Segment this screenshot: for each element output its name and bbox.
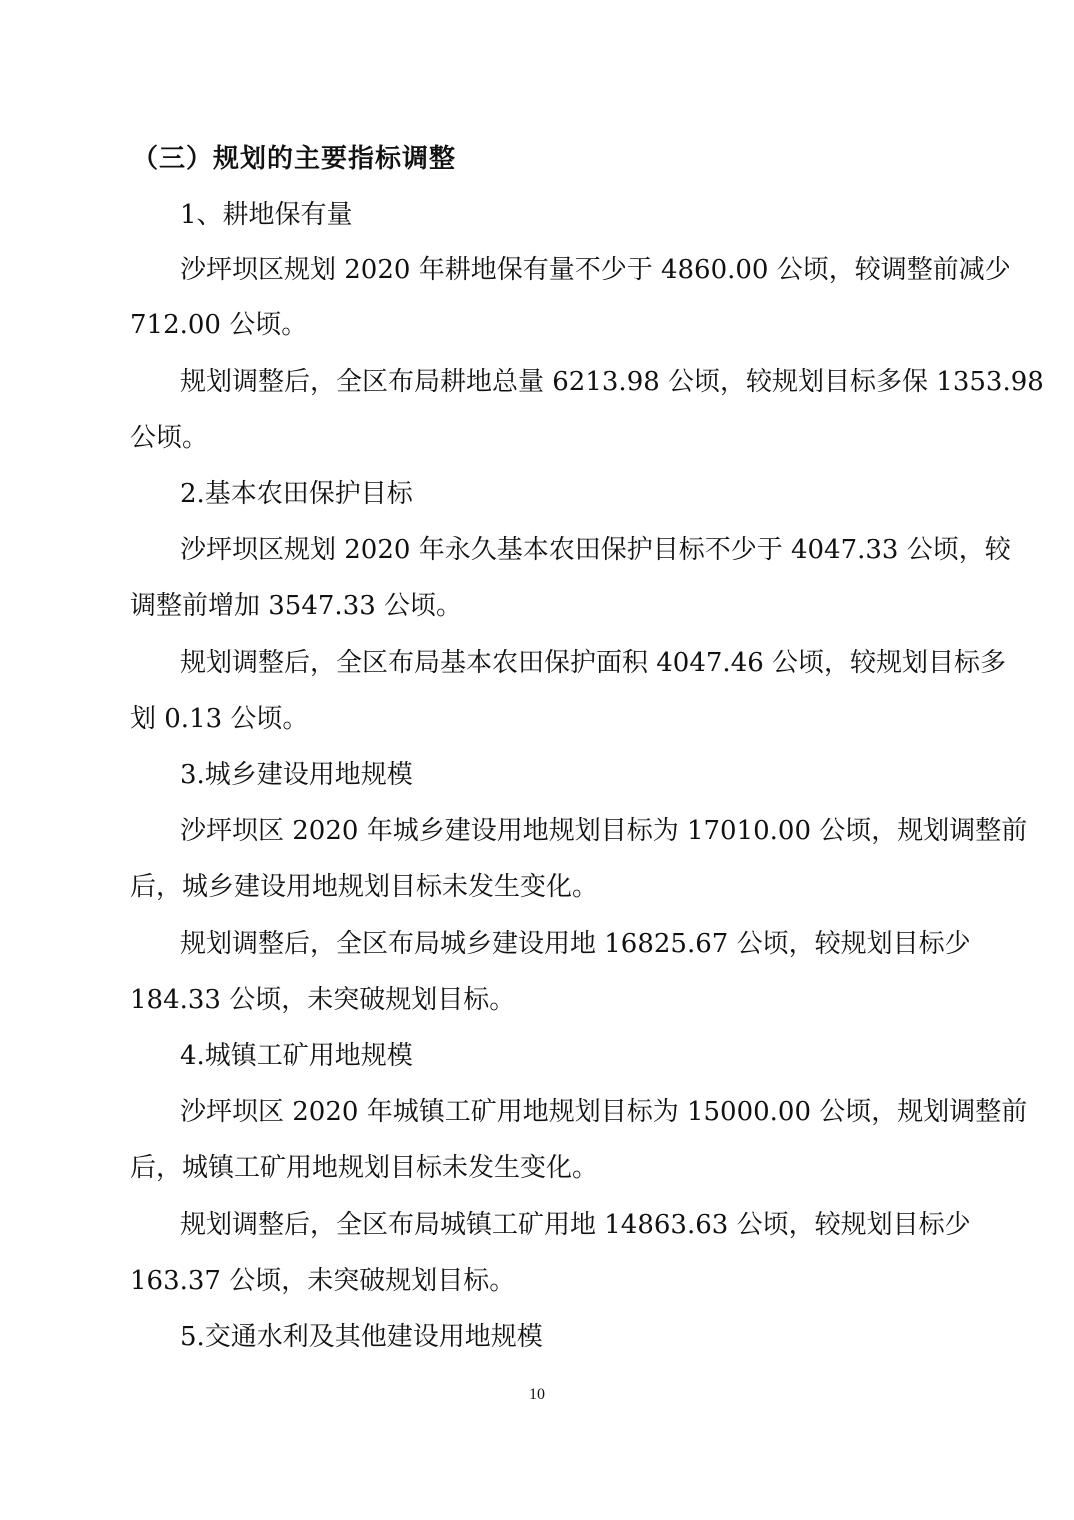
paragraph-line: 后，城镇工矿用地规划目标未发生变化。 bbox=[130, 1153, 599, 1183]
paragraph-line: 712.00 公顷。 bbox=[130, 310, 308, 340]
paragraph-line: 后，城乡建设用地规划目标未发生变化。 bbox=[130, 872, 599, 902]
paragraph-line: 规划调整后，全区布局耕地总量 6213.98 公顷，较规划目标多保 1353.98 bbox=[180, 367, 1044, 397]
subsection-title: 3.城乡建设用地规模 bbox=[180, 760, 413, 790]
section-heading: （三）规划的主要指标调整 bbox=[132, 144, 457, 174]
paragraph-line: 沙坪坝区 2020 年城乡建设用地规划目标为 17010.00 公顷，规划调整前 bbox=[180, 816, 1028, 846]
page-number: 10 bbox=[529, 1386, 545, 1403]
subsection-title: 2.基本农田保护目标 bbox=[180, 479, 413, 509]
paragraph-line: 规划调整后，全区布局城镇工矿用地 14863.63 公顷，较规划目标少 bbox=[180, 1210, 971, 1240]
paragraph-line: 沙坪坝区规划 2020 年永久基本农田保护目标不少于 4047.33 公顷，较 bbox=[180, 535, 1011, 565]
paragraph-line: 公顷。 bbox=[130, 423, 209, 453]
paragraph-line: 规划调整后，全区布局城乡建设用地 16825.67 公顷，较规划目标少 bbox=[180, 929, 971, 959]
paragraph-line: 163.37 公顷，未突破规划目标。 bbox=[130, 1266, 516, 1296]
paragraph-line: 规划调整后，全区布局基本农田保护面积 4047.46 公顷，较规划目标多 bbox=[180, 648, 1007, 678]
subsection-title: 4.城镇工矿用地规模 bbox=[180, 1041, 413, 1071]
paragraph-line: 调整前增加 3547.33 公顷。 bbox=[130, 591, 463, 621]
subsection-title: 1、耕地保有量 bbox=[180, 200, 353, 230]
paragraph-line: 划 0.13 公顷。 bbox=[130, 704, 309, 734]
subsection-title: 5.交通水利及其他建设用地规模 bbox=[180, 1322, 543, 1352]
paragraph-line: 沙坪坝区 2020 年城镇工矿用地规划目标为 15000.00 公顷，规划调整前 bbox=[180, 1097, 1028, 1127]
paragraph-line: 184.33 公顷，未突破规划目标。 bbox=[130, 985, 516, 1015]
paragraph-line: 沙坪坝区规划 2020 年耕地保有量不少于 4860.00 公顷，较调整前减少 bbox=[180, 255, 1011, 285]
